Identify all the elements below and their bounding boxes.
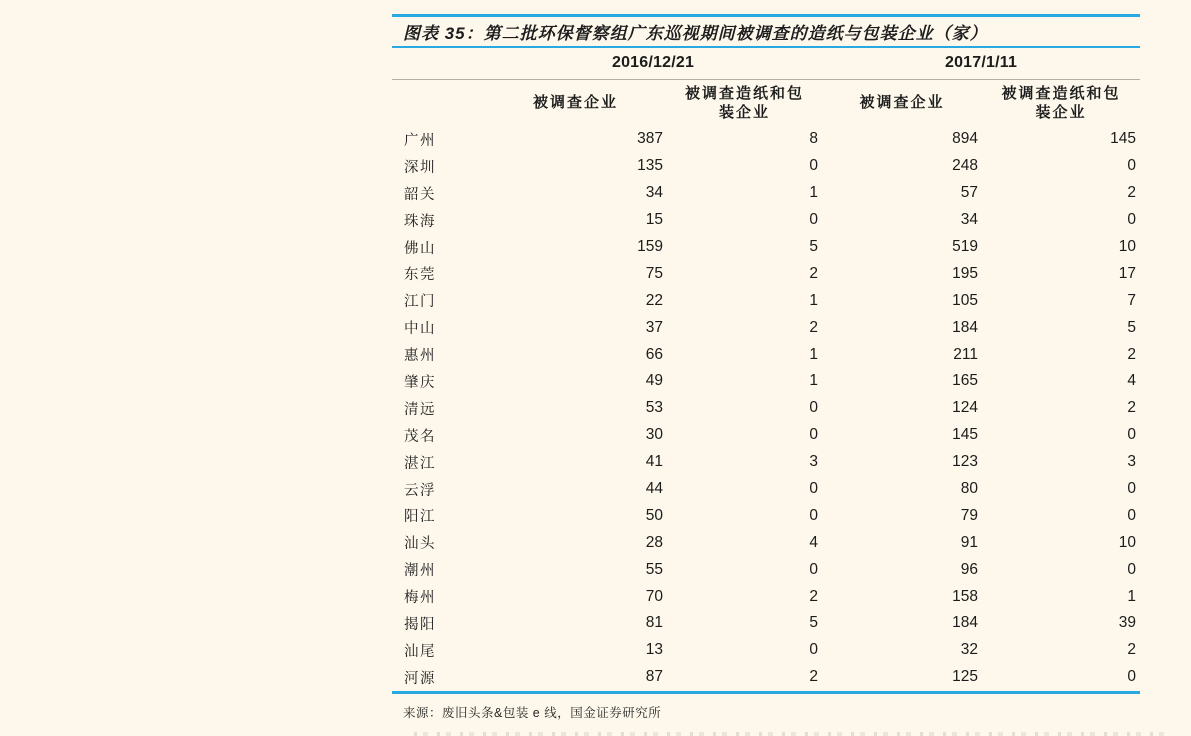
table-row bbox=[392, 314, 1140, 341]
value-cell: 211 bbox=[953, 345, 979, 363]
value-cell: 0 bbox=[809, 480, 819, 498]
value-cell: 135 bbox=[637, 157, 663, 175]
value-cell: 75 bbox=[645, 264, 663, 282]
table-row bbox=[392, 153, 1140, 180]
value-cell: 30 bbox=[645, 426, 663, 444]
value-cell: 55 bbox=[645, 560, 663, 578]
value-cell: 49 bbox=[645, 372, 663, 390]
city-cell: 清远 bbox=[404, 401, 436, 418]
table-row bbox=[392, 368, 1140, 395]
value-cell: 13 bbox=[645, 641, 663, 659]
value-cell: 8 bbox=[809, 130, 819, 148]
subheader-investigated-2 bbox=[822, 79, 982, 126]
value-cell: 0 bbox=[1127, 211, 1137, 229]
city-header-spacer bbox=[392, 48, 484, 79]
value-cell: 0 bbox=[809, 211, 819, 229]
value-cell: 387 bbox=[637, 130, 663, 148]
value-cell: 10 bbox=[1118, 533, 1137, 551]
table-row bbox=[392, 260, 1140, 287]
city-cell: 肇庆 bbox=[404, 374, 436, 391]
city-cell: 云浮 bbox=[404, 482, 436, 499]
value-cell: 3 bbox=[1127, 453, 1137, 471]
value-cell: 123 bbox=[952, 453, 979, 471]
value-cell: 32 bbox=[960, 641, 979, 659]
value-cell: 7 bbox=[1127, 291, 1137, 309]
value-cell: 0 bbox=[809, 399, 819, 417]
city-subheader-spacer bbox=[392, 79, 484, 126]
value-cell: 105 bbox=[952, 291, 979, 309]
value-cell: 66 bbox=[645, 345, 663, 363]
table-row bbox=[392, 637, 1140, 664]
subheader-paper-packaging-1 bbox=[667, 79, 822, 126]
value-cell: 2 bbox=[1127, 184, 1137, 202]
value-cell: 4 bbox=[1127, 372, 1137, 390]
value-cell: 165 bbox=[952, 372, 979, 390]
city-cell: 东莞 bbox=[404, 267, 436, 284]
value-cell: 2 bbox=[809, 264, 819, 282]
value-cell: 125 bbox=[952, 668, 979, 686]
subheader-paper-packaging-2 bbox=[982, 79, 1140, 126]
table-row bbox=[392, 234, 1140, 261]
city-cell: 湛江 bbox=[404, 455, 436, 472]
value-cell: 5 bbox=[809, 614, 819, 632]
value-cell: 0 bbox=[809, 560, 819, 578]
value-cell: 184 bbox=[952, 614, 979, 632]
table-row bbox=[392, 180, 1140, 207]
table-row bbox=[392, 583, 1140, 610]
city-cell: 汕尾 bbox=[404, 643, 436, 660]
value-cell: 2 bbox=[1127, 641, 1137, 659]
value-cell: 158 bbox=[952, 587, 979, 605]
value-cell: 124 bbox=[952, 399, 979, 417]
value-cell: 0 bbox=[1127, 157, 1137, 175]
value-cell: 41 bbox=[645, 453, 663, 471]
value-cell: 15 bbox=[645, 211, 663, 229]
value-cell: 145 bbox=[952, 426, 979, 444]
value-cell: 1 bbox=[809, 345, 819, 363]
value-cell: 53 bbox=[645, 399, 663, 417]
city-cell: 梅州 bbox=[404, 590, 436, 607]
value-cell: 37 bbox=[645, 318, 663, 336]
value-cell: 34 bbox=[960, 211, 979, 229]
value-cell: 2 bbox=[1127, 345, 1137, 363]
value-cell: 4 bbox=[809, 533, 819, 551]
city-cell: 韶关 bbox=[404, 186, 436, 203]
figure-title: 图表 35：第二批环保督察组广东巡视期间被调查的造纸与包装企业（家） bbox=[403, 24, 988, 43]
table-bottom-rule bbox=[392, 691, 1140, 694]
value-cell: 34 bbox=[645, 184, 663, 202]
value-cell: 195 bbox=[952, 264, 979, 282]
value-cell: 0 bbox=[1127, 480, 1137, 498]
value-cell: 1 bbox=[1127, 587, 1137, 605]
table-row bbox=[392, 610, 1140, 637]
value-cell: 3 bbox=[809, 453, 819, 471]
value-cell: 159 bbox=[637, 238, 663, 255]
value-cell: 87 bbox=[645, 668, 663, 686]
table-row bbox=[392, 395, 1140, 422]
city-cell: 江门 bbox=[404, 294, 436, 311]
subheader-label: 被调查造纸和包装企业 bbox=[1001, 84, 1121, 121]
value-cell: 91 bbox=[960, 533, 979, 551]
table-row bbox=[392, 556, 1140, 583]
subheader-label: 被调查企业 bbox=[532, 94, 618, 112]
value-cell: 17 bbox=[1118, 264, 1137, 282]
value-cell: 80 bbox=[960, 480, 979, 498]
city-cell: 汕头 bbox=[404, 536, 436, 553]
value-cell: 2 bbox=[809, 318, 819, 336]
city-cell: 广州 bbox=[404, 132, 436, 149]
subheader-investigated-1 bbox=[484, 79, 667, 126]
value-cell: 894 bbox=[952, 130, 979, 148]
subheader-label: 被调查企业 bbox=[859, 94, 945, 112]
date-header-2017: 2017/1/11 bbox=[822, 48, 1140, 79]
value-cell: 0 bbox=[809, 426, 819, 444]
table-row bbox=[392, 126, 1140, 153]
cutoff-text-artifact bbox=[414, 732, 1172, 736]
city-cell: 中山 bbox=[404, 321, 436, 338]
subheader-label: 被调查造纸和包装企业 bbox=[684, 84, 804, 121]
city-cell: 阳江 bbox=[404, 509, 436, 526]
value-cell: 28 bbox=[645, 533, 663, 551]
table-row bbox=[392, 341, 1140, 368]
city-cell: 惠州 bbox=[404, 348, 436, 365]
figure-35-table bbox=[392, 14, 1140, 721]
city-cell: 深圳 bbox=[404, 159, 436, 176]
city-cell: 茂名 bbox=[404, 428, 436, 445]
value-cell: 0 bbox=[809, 641, 819, 659]
value-cell: 145 bbox=[1110, 130, 1137, 148]
value-cell: 50 bbox=[645, 506, 663, 524]
value-cell: 39 bbox=[1118, 614, 1137, 632]
value-cell: 2 bbox=[809, 668, 819, 686]
table-row bbox=[392, 287, 1140, 314]
data-table bbox=[392, 48, 1140, 691]
value-cell: 519 bbox=[952, 238, 979, 255]
sub-header-row bbox=[392, 79, 1140, 126]
value-cell: 184 bbox=[952, 318, 979, 336]
table-row bbox=[392, 422, 1140, 449]
date-header-2016: 2016/12/21 bbox=[484, 48, 822, 79]
value-cell: 70 bbox=[645, 587, 663, 605]
value-cell: 0 bbox=[809, 506, 819, 524]
value-cell: 0 bbox=[1127, 560, 1137, 578]
city-cell: 揭阳 bbox=[404, 616, 436, 633]
value-cell: 248 bbox=[952, 157, 979, 175]
value-cell: 22 bbox=[645, 291, 663, 309]
value-cell: 0 bbox=[809, 157, 819, 175]
value-cell: 2 bbox=[1127, 399, 1137, 417]
value-cell: 1 bbox=[809, 372, 819, 390]
value-cell: 2 bbox=[809, 587, 819, 605]
value-cell: 44 bbox=[645, 480, 663, 498]
value-cell: 0 bbox=[1127, 426, 1137, 444]
value-cell: 5 bbox=[1127, 318, 1137, 336]
table-row bbox=[392, 449, 1140, 476]
table-body bbox=[392, 126, 1140, 691]
value-cell: 0 bbox=[1127, 506, 1137, 524]
city-cell: 佛山 bbox=[404, 240, 436, 257]
value-cell: 57 bbox=[960, 184, 979, 202]
value-cell: 10 bbox=[1118, 238, 1137, 255]
value-cell: 1 bbox=[809, 184, 819, 202]
table-row bbox=[392, 207, 1140, 234]
date-header-row bbox=[392, 48, 1140, 79]
table-row bbox=[392, 502, 1140, 529]
value-cell: 5 bbox=[809, 238, 819, 255]
value-cell: 79 bbox=[960, 506, 979, 524]
value-cell: 1 bbox=[809, 291, 819, 309]
city-cell: 珠海 bbox=[404, 213, 436, 230]
city-cell: 潮州 bbox=[404, 563, 436, 580]
table-row bbox=[392, 664, 1140, 691]
value-cell: 0 bbox=[1127, 668, 1137, 686]
value-cell: 81 bbox=[645, 614, 663, 632]
value-cell: 96 bbox=[960, 560, 979, 578]
source-note: 来源：废旧头条&包装 e 线，国金证券研究所 bbox=[403, 705, 662, 720]
city-cell: 河源 bbox=[404, 670, 436, 687]
table-row bbox=[392, 476, 1140, 503]
table-row bbox=[392, 529, 1140, 556]
